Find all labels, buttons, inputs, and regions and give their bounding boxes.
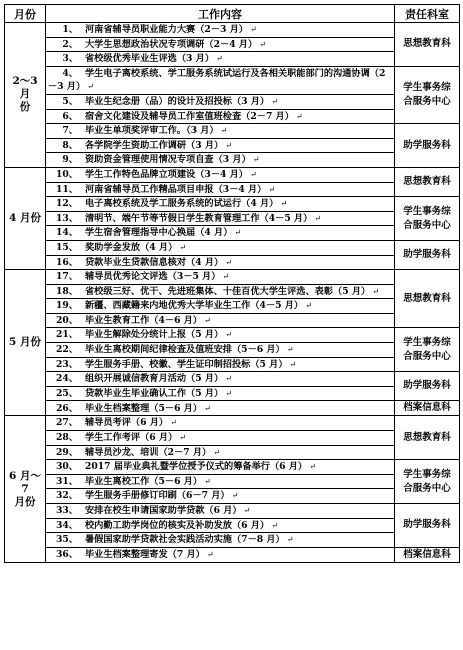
task-text: 大学生思想政治状况专项调研（2－4 月）: [85, 38, 258, 50]
dept-cell: [395, 504, 460, 548]
table-row: [5, 153, 460, 168]
task-number: 19、: [56, 300, 78, 312]
dept-cell: [395, 460, 460, 504]
task-number: 25、: [56, 387, 78, 399]
return-mark-icon: ↵: [179, 242, 186, 252]
work-schedule-table: [4, 4, 460, 563]
table-row: [5, 66, 460, 94]
task-cell: [46, 211, 395, 226]
task-text: 暑假国家助学贷款社会实践活动实施（7－8 月）: [85, 534, 285, 546]
table-row: [5, 37, 460, 52]
return-mark-icon: ↵: [234, 228, 242, 238]
dept-label: 合服务中心: [403, 219, 451, 231]
return-mark-icon: ↵: [309, 462, 316, 472]
task-text: 学生服务手册、校徽、学生证印制招投标（5 月）: [85, 358, 288, 370]
task-cell: [46, 226, 395, 241]
return-mark-icon: ↵: [243, 506, 251, 515]
table-row: [5, 474, 460, 489]
return-mark-icon: ↵: [225, 330, 232, 340]
task-cell: [46, 328, 395, 343]
task-cell: [46, 343, 395, 358]
table-row: [5, 167, 460, 182]
task-text: 宿舍文化建设及辅导员工作室值班检查（2－7 月）: [85, 110, 294, 122]
task-number: 4、: [62, 67, 78, 79]
task-text: 各学院学生资助工作调研（3 月）: [85, 139, 224, 151]
table-row: [5, 431, 460, 446]
header-month: 月份: [5, 5, 46, 23]
task-number: 12、: [56, 198, 78, 210]
task-number: 9、: [62, 154, 78, 166]
task-text: 学生服务手册修订印刷（6－7 月）: [85, 490, 230, 502]
table-row: [5, 518, 460, 533]
task-number: 21、: [56, 329, 78, 341]
task-text: 省校级三好、优干、先进班集体、十佳百优大学生评选、表彰（5 月）: [85, 285, 371, 297]
table-row: [5, 52, 460, 67]
task-cell: [46, 547, 395, 562]
task-number: 31、: [56, 475, 78, 487]
task-cell: [46, 445, 395, 460]
task-number: 10、: [56, 168, 78, 180]
task-text: 毕业生解除处分统计上报（5 月）: [85, 329, 224, 341]
task-cell: [46, 416, 395, 431]
task-text: 毕业生教育工作（4－6 月）: [85, 314, 203, 326]
task-number: 23、: [56, 358, 78, 370]
task-text: 奖助学金发放（4 月）: [85, 241, 178, 253]
task-text: 2017 届毕业典礼暨学位授予仪式的筹备举行（6 月）: [85, 461, 308, 473]
table-row: [5, 343, 460, 358]
task-cell: [46, 182, 395, 197]
task-text: 贷款毕业生贷款信息核对（4 月）: [85, 256, 224, 268]
task-number: 30、: [56, 461, 78, 473]
month-cell: [5, 23, 46, 168]
task-text: 学生工作特色品牌立项建设（3－4 月）: [85, 168, 248, 180]
dept-label: 助学服务科: [403, 519, 451, 531]
task-cell: [46, 386, 395, 401]
table-row: [5, 401, 460, 416]
return-mark-icon: ↵: [216, 54, 223, 64]
return-mark-icon: ↵: [204, 476, 211, 486]
dept-cell: [395, 240, 460, 269]
table-row: [5, 94, 460, 109]
task-cell: [46, 240, 395, 255]
dept-cell: [395, 197, 460, 241]
return-mark-icon: ↵: [271, 96, 278, 106]
table-row: [5, 109, 460, 124]
task-cell: [46, 109, 395, 124]
return-mark-icon: ↵: [204, 403, 211, 413]
dept-label: 助学服务科: [403, 139, 451, 151]
task-cell: [46, 504, 395, 519]
dept-cell: [395, 547, 460, 562]
dept-cell: [395, 124, 460, 168]
return-mark-icon: ↵: [231, 491, 239, 501]
task-text: 毕业生档案整理寄发（7 月）: [85, 548, 205, 560]
return-mark-icon: ↵: [225, 388, 232, 398]
return-mark-icon: ↵: [249, 169, 257, 179]
task-cell: [46, 167, 395, 182]
task-cell: [46, 489, 395, 504]
task-cell: [46, 255, 395, 270]
task-cell: [46, 37, 395, 52]
task-number: 35、: [56, 534, 78, 546]
dept-label: 学生事务综: [403, 336, 451, 348]
dept-label: 学生事务综: [403, 468, 451, 480]
month-label: 5 月份: [9, 336, 41, 349]
return-mark-icon: ↵: [225, 374, 232, 384]
task-number: 18、: [56, 285, 78, 297]
month-label: 2～3 月: [12, 75, 38, 101]
dept-cell: [395, 416, 460, 460]
task-text: 毕业生离校期间纪律检查及值班安排（5－6 月）: [85, 344, 285, 356]
task-number: 11、: [56, 183, 78, 195]
dept-label: 学生事务综: [403, 81, 451, 93]
task-number: 26、: [56, 402, 78, 414]
task-cell: [46, 299, 395, 314]
task-text: 清明节、端午节等节假日学生教育管理工作（4－5 月）: [85, 212, 313, 224]
task-cell: [46, 313, 395, 328]
return-mark-icon: ↵: [259, 39, 266, 49]
table-row: [5, 533, 460, 548]
task-cell: [46, 66, 395, 94]
task-text: 毕业生单项奖评审工作。（3 月）: [85, 125, 219, 137]
task-cell: [46, 460, 395, 475]
task-text: 辅导员沙龙、培训（2－7 月）: [85, 446, 212, 458]
table-row: [5, 270, 460, 285]
task-number: 5、: [62, 95, 78, 107]
return-mark-icon: ↵: [289, 359, 297, 369]
task-text: 学生工作考评（6 月）: [85, 432, 178, 444]
table-row: [5, 489, 460, 504]
task-number: 2、: [62, 38, 78, 50]
task-number: 14、: [56, 227, 78, 239]
dept-label: 学生事务综: [403, 205, 451, 217]
task-number: 36、: [56, 548, 78, 560]
task-number: 27、: [56, 417, 78, 429]
return-mark-icon: ↵: [249, 25, 257, 34]
return-mark-icon: ↵: [286, 535, 294, 545]
task-cell: [46, 474, 395, 489]
return-mark-icon: ↵: [372, 286, 379, 296]
task-cell: [46, 270, 395, 285]
dept-label: 档案信息科: [403, 548, 451, 560]
table-row: [5, 357, 460, 372]
task-text: 资助资金管理使用情况专项自查（3 月）: [85, 154, 251, 166]
table-row: [5, 547, 460, 562]
dept-cell: [395, 23, 460, 67]
task-number: 13、: [56, 212, 78, 224]
dept-cell: [395, 167, 460, 196]
return-mark-icon: ↵: [280, 199, 288, 209]
month-label: 月份: [14, 495, 36, 508]
return-mark-icon: ↵: [87, 82, 94, 92]
task-text: 安排在校生申请国家助学贷款（6 月）: [85, 505, 242, 516]
task-number: 33、: [56, 505, 78, 516]
return-mark-icon: ↵: [225, 140, 232, 150]
task-text: 河南省辅导员职业能力大赛（2－3 月）: [85, 24, 248, 35]
dept-label: 思想教育科: [403, 431, 451, 443]
task-text: 校内勤工助学岗位的核实及补助发放（6 月）: [85, 519, 270, 531]
task-cell: [46, 52, 395, 67]
table-row: [5, 23, 460, 38]
dept-label: 档案信息科: [403, 402, 451, 414]
month-label: 6 月～7: [9, 469, 41, 495]
header-content: 工作内容: [46, 5, 395, 23]
return-mark-icon: ↵: [206, 549, 214, 559]
dept-label: 思想教育科: [403, 292, 451, 304]
task-number: 28、: [56, 432, 78, 444]
return-mark-icon: ↵: [271, 520, 278, 530]
dept-label: 助学服务科: [403, 380, 451, 392]
dept-label: 助学服务科: [403, 249, 451, 260]
task-number: 3、: [62, 53, 78, 65]
task-text: 毕业生档案整理（5－6 月）: [85, 402, 203, 414]
task-cell: [46, 124, 395, 139]
header-dept: 责任科室: [395, 5, 460, 23]
task-cell: [46, 284, 395, 299]
table-row: [5, 386, 460, 401]
task-number: 8、: [62, 139, 78, 151]
task-text: 学生电子离校系统、学工服务系统试运行及各相关职能部门的沟通协调（2－3 月）: [48, 67, 386, 93]
table-row: [5, 182, 460, 197]
header-row: [5, 5, 460, 23]
table-row: [5, 460, 460, 475]
dept-label: 思想教育科: [403, 38, 451, 50]
return-mark-icon: ↵: [213, 447, 220, 457]
return-mark-icon: ↵: [222, 272, 230, 282]
return-mark-icon: ↵: [252, 155, 260, 165]
task-cell: [46, 357, 395, 372]
task-number: 7、: [62, 125, 78, 137]
dept-label: 合服务中心: [403, 350, 451, 362]
return-mark-icon: ↵: [314, 213, 321, 223]
task-cell: [46, 431, 395, 446]
task-text: 电子离校系统及学工服务系统的试运行（4 月）: [85, 198, 279, 210]
task-number: 34、: [56, 519, 78, 531]
dept-label: 合服务中心: [403, 95, 451, 107]
month-label: 4 月份: [9, 212, 41, 225]
task-number: 20、: [56, 314, 78, 326]
task-text: 新疆、西藏籍来内地优秀大学毕业生工作（4－5 月）: [85, 300, 304, 312]
return-mark-icon: ↵: [204, 315, 211, 325]
task-number: 6、: [62, 110, 78, 122]
task-cell: [46, 153, 395, 168]
task-text: 毕业生纪念册（品）的设计及招投标（3 月）: [85, 95, 270, 107]
return-mark-icon: ↵: [220, 126, 228, 136]
table-row: [5, 226, 460, 241]
task-text: 毕业生离校工作（5－6 月）: [85, 475, 203, 487]
task-cell: [46, 197, 395, 212]
return-mark-icon: ↵: [305, 301, 312, 311]
table-row: [5, 313, 460, 328]
schedule-body: [5, 23, 460, 563]
month-label: 份: [19, 101, 31, 114]
dept-cell: [395, 270, 460, 328]
return-mark-icon: ↵: [225, 257, 232, 267]
task-number: 22、: [56, 344, 78, 356]
task-cell: [46, 533, 395, 548]
task-number: 15、: [56, 241, 78, 253]
return-mark-icon: ↵: [170, 418, 177, 428]
table-row: [5, 255, 460, 270]
return-mark-icon: ↵: [179, 433, 186, 443]
table-row: [5, 138, 460, 153]
table-row: [5, 372, 460, 387]
task-text: 学生宿舍管理指导中心换届（4 月）: [85, 227, 233, 239]
return-mark-icon: ↵: [286, 345, 294, 355]
task-number: 24、: [56, 373, 78, 385]
month-cell: [5, 167, 46, 269]
task-text: 河南省辅导员工作精品项目申报（3－4 月）: [85, 183, 267, 195]
task-number: 32、: [56, 490, 78, 502]
task-cell: [46, 518, 395, 533]
dept-cell: [395, 372, 460, 401]
dept-cell: [395, 66, 460, 123]
table-row: [5, 197, 460, 212]
dept-cell: [395, 401, 460, 416]
task-cell: [46, 94, 395, 109]
task-cell: [46, 138, 395, 153]
table-row: [5, 211, 460, 226]
table-row: [5, 445, 460, 460]
task-cell: [46, 23, 395, 38]
dept-label: 思想教育科: [403, 176, 451, 188]
task-text: 辅导员优秀论文评选（3－5 月）: [85, 271, 221, 283]
task-text: 贷款毕业生毕业确认工作（5 月）: [85, 387, 224, 399]
month-cell: [5, 270, 46, 416]
task-cell: [46, 401, 395, 416]
dept-cell: [395, 328, 460, 372]
dept-label: 合服务中心: [403, 482, 451, 494]
table-row: [5, 328, 460, 343]
task-text: 辅导员考评（6 月）: [85, 417, 169, 429]
task-number: 1、: [62, 24, 78, 35]
task-number: 16、: [56, 256, 78, 268]
return-mark-icon: ↵: [268, 184, 276, 194]
table-row: [5, 284, 460, 299]
month-cell: [5, 416, 46, 562]
task-number: 17、: [56, 271, 78, 283]
table-row: [5, 240, 460, 255]
task-number: 29、: [56, 446, 78, 458]
task-cell: [46, 372, 395, 387]
task-text: 省校级优秀毕业生评选（3 月）: [85, 53, 215, 65]
return-mark-icon: ↵: [295, 111, 303, 121]
table-row: [5, 504, 460, 519]
table-row: [5, 124, 460, 139]
table-row: [5, 416, 460, 431]
task-text: 组织开展诚信教育月活动（5 月）: [85, 373, 224, 385]
table-row: [5, 299, 460, 314]
